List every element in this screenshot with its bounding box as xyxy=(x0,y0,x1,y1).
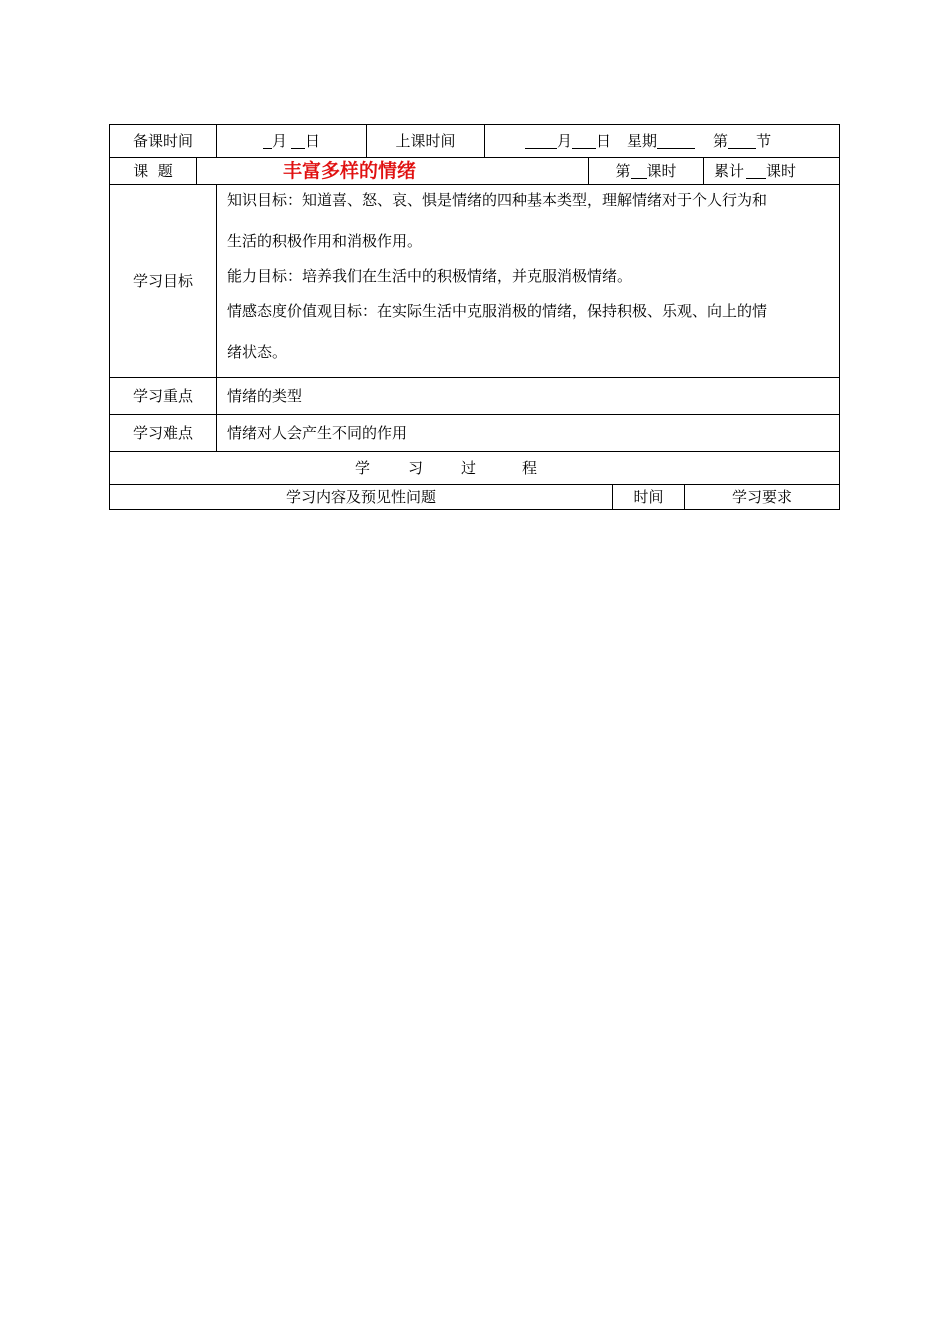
class-month: 月 xyxy=(557,131,573,150)
goal-line: 知识目标：知道喜、怒、哀、惧是情绪的四种基本类型，理解情绪对于个人行为和 xyxy=(227,191,768,209)
class-time-label: 上课时间 xyxy=(367,125,485,157)
process-heading: 学 习 过 程 xyxy=(355,458,538,477)
class-date xyxy=(485,125,839,157)
blank xyxy=(631,164,647,179)
total-count: 累计 课时 xyxy=(714,161,797,180)
prep-time-label: 备课时间 xyxy=(110,125,217,157)
blank xyxy=(572,134,596,149)
prep-date xyxy=(217,125,367,157)
blank xyxy=(291,134,305,149)
difficulty-row xyxy=(109,415,840,452)
topic-label: 课 题 xyxy=(110,158,197,184)
blank xyxy=(746,164,766,179)
topic-row xyxy=(109,158,840,185)
key-point-value: 情绪的类型 xyxy=(227,386,303,405)
blank xyxy=(525,134,557,149)
key-point-row xyxy=(109,378,840,415)
topic-title: 丰富多样的情绪 xyxy=(283,159,417,182)
difficulty-value: 情绪对人会产生不同的作用 xyxy=(227,423,408,442)
blank xyxy=(657,134,695,149)
goal-line: 能力目标：培养我们在生活中的积极情绪，并克服消极情绪。 xyxy=(227,267,633,285)
time-row xyxy=(109,124,840,158)
goal-line: 绪状态。 xyxy=(227,343,288,361)
lesson-plan-table xyxy=(109,124,840,510)
blank xyxy=(263,134,272,149)
topic-title-cell xyxy=(197,158,589,184)
column-content: 学习内容及预见性问题 xyxy=(110,485,613,509)
prep-day: 日 xyxy=(305,131,321,150)
goals-label: 学习目标 xyxy=(110,185,217,377)
difficulty-label: 学习难点 xyxy=(110,415,217,451)
goals-row xyxy=(109,185,840,378)
weekday-label: 星期 xyxy=(627,131,658,150)
lesson-count: 第 课时 xyxy=(589,158,704,184)
section-suffix: 节 xyxy=(756,131,772,150)
key-point-label: 学习重点 xyxy=(110,378,217,414)
columns-row xyxy=(109,485,840,510)
goal-line: 生活的积极作用和消极作用。 xyxy=(227,232,423,250)
column-time: 时间 xyxy=(613,485,685,509)
process-row xyxy=(109,452,840,485)
section-prefix: 第 xyxy=(713,131,729,150)
goal-line: 情感态度价值观目标：在实际生活中克服消极的情绪，保持积极、乐观、向上的情 xyxy=(227,302,768,320)
prep-month: 月 xyxy=(271,131,287,150)
column-requirement: 学习要求 xyxy=(731,487,792,506)
blank xyxy=(728,134,756,149)
goals-text xyxy=(217,185,839,377)
class-day: 日 xyxy=(596,131,612,150)
